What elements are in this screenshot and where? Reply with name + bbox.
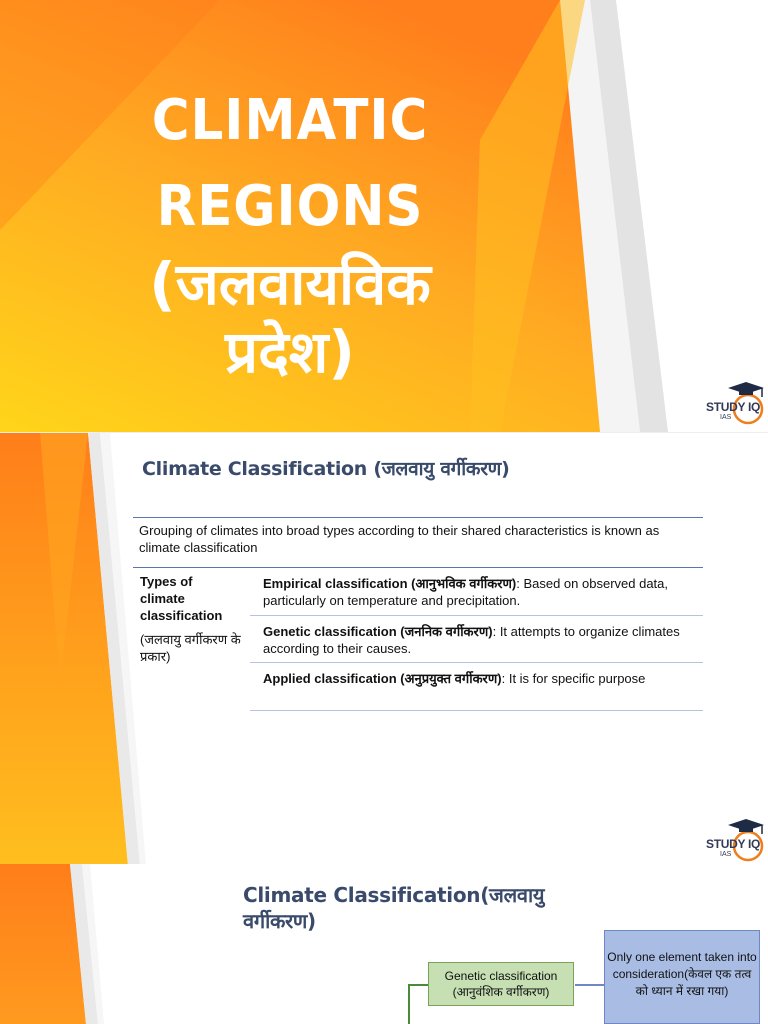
row-divider-1 (250, 615, 703, 616)
studyiq-logo (706, 380, 768, 432)
slide3-title-line-2: वर्गीकरण) (243, 909, 316, 933)
row-divider-2 (250, 662, 703, 663)
row-genetic-desc: : It attempts to organize climates according to their causes. (263, 624, 680, 656)
title-block (60, 78, 520, 386)
title-line-2: REGIONS (156, 174, 424, 239)
connector-to-blue (575, 984, 604, 986)
logo-sub-text: IAS (720, 414, 732, 421)
types-label-hindi: (जलवायु वर्गीकरण के प्रकार) (140, 632, 241, 664)
slide3-title (243, 882, 544, 934)
row-genetic-name: Genetic classification (जननिक वर्गीकरण) (263, 624, 493, 639)
title-hindi-line-2: प्रदेश) (225, 318, 355, 386)
title-line-1: CLIMATIC (151, 88, 429, 153)
connector-horizontal (408, 984, 428, 986)
types-label (140, 573, 240, 624)
logo-sub-text: IAS (720, 851, 732, 858)
genetic-box-line-2: (आनुवंशिक वर्गीकरण) (452, 985, 550, 999)
slide-title (0, 0, 768, 432)
row-applied-name: Applied classification (अनुप्रयुक्त वर्गीकरण) (263, 671, 502, 686)
studyiq-logo (706, 817, 768, 865)
row-genetic (263, 623, 699, 657)
slide3-title-line-1: Climate Classification(जलवायु (243, 883, 545, 907)
slide-climate-classification-table (0, 432, 768, 865)
slide-climate-classification-diagram (0, 864, 768, 1024)
row-empirical-name: Empirical classification (आनुभविक वर्गीकरण) (263, 576, 517, 591)
title-hindi-line-1: (जलवायविक (149, 250, 431, 318)
table-top-border (133, 517, 703, 518)
types-label-en: Types of climate classification (140, 574, 223, 623)
row-empirical (263, 575, 699, 609)
row-applied (263, 670, 699, 687)
single-element-box: Only one element taken into consideration(केवल एक तत्व को ध्यान में रखा गया) (604, 930, 760, 1024)
table-divider (133, 567, 703, 568)
row-applied-desc: : It is for specific purpose (501, 671, 646, 686)
genetic-classification-box (428, 962, 574, 1006)
logo-brand-text: STUDY IQ (706, 837, 761, 851)
row-empirical-desc: : Based on observed data, particularly on temperature and precipitation. (263, 576, 669, 608)
logo-brand-text: STUDY IQ (706, 400, 761, 414)
genetic-box-line-1: Genetic classification (444, 969, 558, 983)
slide2-title: Climate Classification (जलवायु वर्गीकरण) (142, 458, 510, 480)
table-bottom-border (250, 710, 703, 711)
definition-text: Grouping of climates into broad types according to their shared characteristics is known as climate classification (139, 523, 660, 555)
connector-vertical (408, 984, 410, 1024)
